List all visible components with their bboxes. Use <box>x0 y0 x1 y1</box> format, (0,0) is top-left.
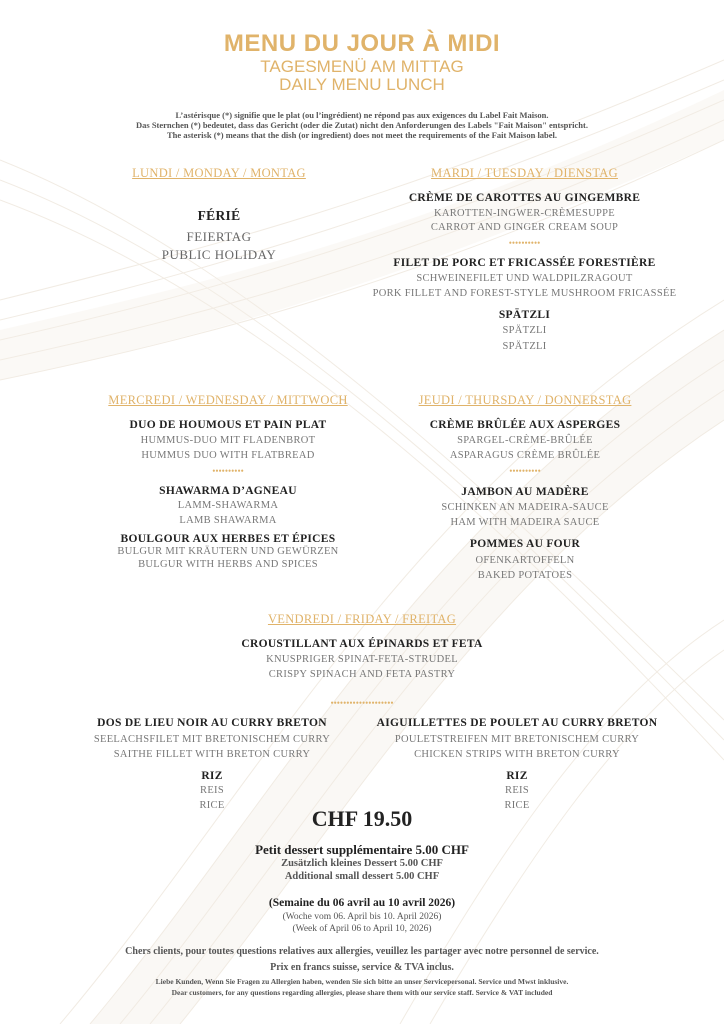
separator-dots: •••••••••• <box>508 238 541 248</box>
friday-starter-de: KNUSPRIGER SPINAT-FETA-STRUDEL <box>266 654 458 665</box>
tuesday-dish-2-en: PORK FILLET AND FOREST-STYLE MUSHROOM FRICASSÉE <box>372 288 677 299</box>
wednesday-dish-1-de: HUMMUS-DUO MIT FLADENBROT <box>140 435 316 446</box>
day-header-tuesday: MARDI / TUESDAY / DIENSTAG <box>431 166 618 180</box>
footer-price-fr: Prix en francs suisse, service & TVA inclus. <box>270 962 454 973</box>
friday-side-left-en: RICE <box>199 800 225 811</box>
fait-maison-note-de: Das Sternchen (*) bedeutet, dass das Gericht (oder die Zutat) nicht den Anforderungen des Labels "Fait Maison" entspricht. <box>136 120 588 130</box>
day-header-thursday: JEUDI / THURSDAY / DONNERSTAG <box>418 393 632 407</box>
tuesday-dish-1-de: KAROTTEN-INGWER-CRÈMESUPPE <box>433 208 616 219</box>
footer-en: Dear customers, for any questions regarding allergies, please share them with our service staff. Service & VAT included <box>171 988 553 997</box>
thursday-dish-1-de: SPARGEL-CRÈME-BRÛLÉE <box>457 435 593 446</box>
day-header-friday: VENDREDI / FRIDAY / FREITAG <box>267 612 457 626</box>
title-english: DAILY MENU LUNCH <box>279 75 445 94</box>
friday-main-left-fr: DOS DE LIEU NOIR AU CURRY BRETON <box>97 717 327 729</box>
friday-side-right-fr: RIZ <box>506 770 528 782</box>
tuesday-dish-1-en: CARROT AND GINGER CREAM SOUP <box>430 222 619 233</box>
separator-dots-long: •••••••••••••••••••• <box>330 698 394 708</box>
thursday-dish-3-fr: POMMES AU FOUR <box>469 538 581 550</box>
monday-holiday-de: FEIERTAG <box>186 229 252 244</box>
dessert-de: Zusätzlich kleines Dessert 5.00 CHF <box>281 858 443 869</box>
week-en: (Week of April 06 to April 10, 2026) <box>292 924 432 934</box>
fait-maison-note-en: The asterisk (*) means that the dish (or ingredient) does not meet the requirements of the Fait Maison label. <box>166 130 558 140</box>
day-header-wednesday: MERCREDI / WEDNESDAY / MITTWOCH <box>108 393 348 407</box>
thursday-dish-1-fr: CRÈME BRÛLÉE AUX ASPERGES <box>429 419 621 431</box>
dessert-en: Additional small dessert 5.00 CHF <box>284 871 440 882</box>
title-french: MENU DU JOUR À MIDI <box>223 30 501 57</box>
dessert-fr: Petit dessert supplémentaire 5.00 CHF <box>255 842 469 857</box>
tuesday-dish-3-en: SPÄTZLI <box>502 341 547 352</box>
day-header-monday: LUNDI / MONDAY / MONTAG <box>132 166 306 180</box>
menu-price: CHF 19.50 <box>311 806 413 831</box>
footer-de: Liebe Kunden, Wenn Sie Fragen zu Allergien haben, wenden Sie sich bitte an unser Servicepersonal. Service und Mwst inklusive. <box>155 977 569 986</box>
wednesday-dish-2-de: LAMM-SHAWARMA <box>177 500 279 511</box>
friday-main-left-en: SAITHE FILLET WITH BRETON CURRY <box>113 749 311 760</box>
wednesday-dish-3-de: BULGUR MIT KRÄUTERN UND GEWÜRZEN <box>117 546 339 557</box>
friday-side-left-de: REIS <box>200 785 224 796</box>
wednesday-dish-2-fr: SHAWARMA D’AGNEAU <box>159 485 297 497</box>
wednesday-dish-3-fr: BOULGOUR AUX HERBES ET ÉPICES <box>120 533 336 545</box>
monday-holiday-en: PUBLIC HOLIDAY <box>161 247 277 262</box>
friday-main-right-fr: AIGUILLETTES DE POULET AU CURRY BRETON <box>376 717 658 729</box>
thursday-dish-1-en: ASPARAGUS CRÈME BRÛLÉE <box>449 450 601 461</box>
thursday-dish-3-de: OFENKARTOFFELN <box>475 555 575 566</box>
fait-maison-note-fr: L’astérisque (*) signifie que le plat (ou l’ingrédient) ne répond pas aux exigences du Label Fait Maison. <box>175 110 549 120</box>
week-de: (Woche vom 06. April bis 10. April 2026) <box>282 912 442 922</box>
separator-dots: •••••••••• <box>509 466 541 476</box>
tuesday-dish-2-de: SCHWEINEFILET UND WALDPILZRAGOUT <box>416 273 633 284</box>
thursday-dish-3-en: BAKED POTATOES <box>477 570 573 581</box>
tuesday-dish-3-fr: SPÄTZLI <box>498 309 551 321</box>
friday-side-left-fr: RIZ <box>201 770 223 782</box>
thursday-dish-2-en: HAM WITH MADEIRA SAUCE <box>450 517 600 528</box>
footer-allergy-fr: Chers clients, pour toutes questions relatives aux allergies, veuillez les partager avec notre personnel de service. <box>125 946 599 957</box>
wednesday-dish-2-en: LAMB SHAWARMA <box>179 515 277 526</box>
wednesday-dish-3-en: BULGUR WITH HERBS AND SPICES <box>138 559 318 570</box>
friday-side-right-en: RICE <box>504 800 530 811</box>
tuesday-dish-2-fr: FILET DE PORC ET FRICASSÉE FORESTIÈRE <box>393 257 656 269</box>
tuesday-dish-3-de: SPÄTZLI <box>502 325 547 336</box>
wednesday-dish-1-fr: DUO DE HOUMOUS ET PAIN PLAT <box>129 419 327 431</box>
title-german: TAGESMENÜ AM MITTAG <box>260 57 464 76</box>
friday-main-right-de: POULETSTREIFEN MIT BRETONISCHEM CURRY <box>394 734 640 745</box>
separator-dots: •••••••••• <box>212 466 244 476</box>
monday-holiday-fr: FÉRIÉ <box>197 208 241 223</box>
thursday-dish-2-fr: JAMBON AU MADÈRE <box>461 486 589 498</box>
thursday-dish-2-de: SCHINKEN AN MADEIRA-SAUCE <box>441 502 609 513</box>
friday-main-left-de: SEELACHSFILET MIT BRETONISCHEM CURRY <box>93 734 331 745</box>
friday-side-right-de: REIS <box>505 785 529 796</box>
week-fr: (Semaine du 06 avril au 10 avril 2026) <box>268 897 456 909</box>
tuesday-dish-1-fr: CRÈME DE CAROTTES AU GINGEMBRE <box>408 192 641 204</box>
wednesday-dish-1-en: HUMMUS DUO WITH FLATBREAD <box>141 450 315 461</box>
friday-starter-fr: CROUSTILLANT AUX ÉPINARDS ET FETA <box>241 638 483 650</box>
friday-main-right-en: CHICKEN STRIPS WITH BRETON CURRY <box>414 749 620 760</box>
friday-starter-en: CRISPY SPINACH AND FETA PASTRY <box>268 669 456 680</box>
